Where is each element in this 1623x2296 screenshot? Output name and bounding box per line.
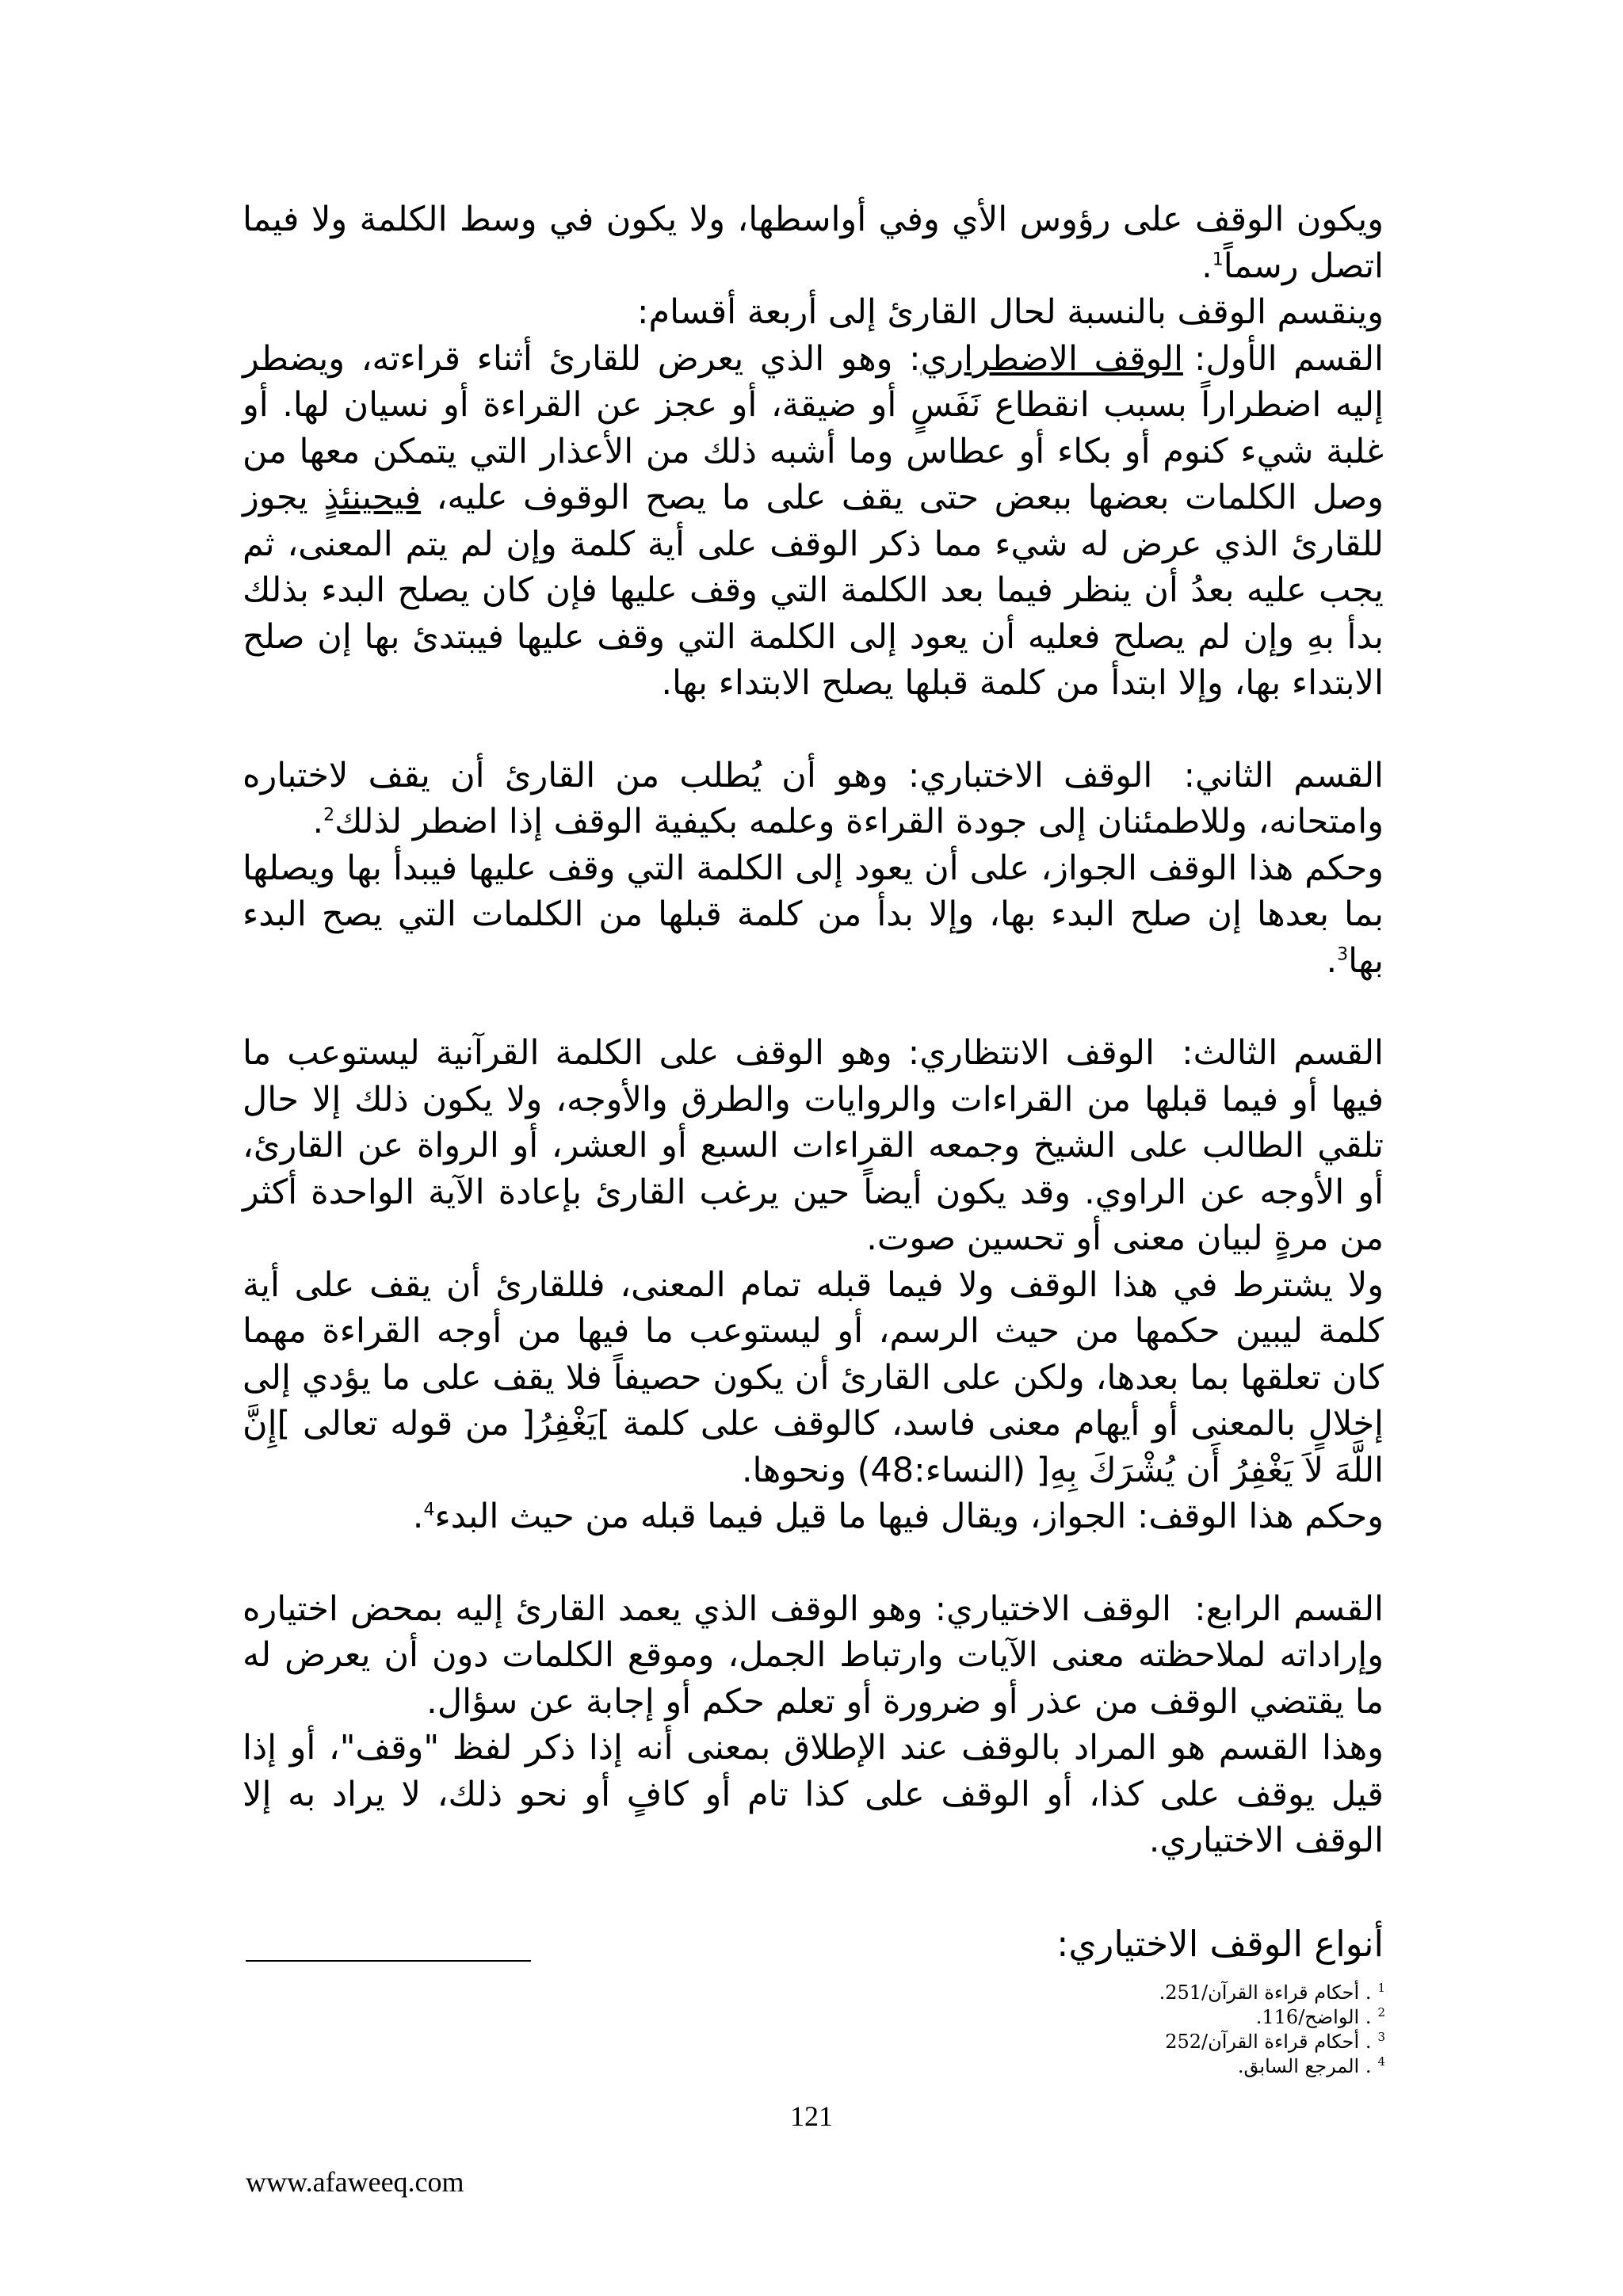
intro-text: ويكون الوقف على رؤوس الأي وفي أواسطها، ولا يكون في وسط الكلمة ولا فيما اتصل رسماً (242, 200, 1384, 286)
section-4 (242, 1586, 1384, 1726)
section-3-ruling (242, 1493, 1384, 1540)
footnote-separator (246, 1960, 531, 1962)
subheading-types: أنواع الوقف الاختياري: (1056, 1922, 1384, 1965)
section-2-text: الوقف الاختباري: وهو أن يُطلب من القارئ أن يقف لاختباره وامتحانه، وللاطمئنان إلى جودة القراءة وعلمه بكيفية الوقف إذا اضطر لذلك (242, 755, 1384, 841)
main-text (242, 196, 1384, 1967)
section-1 (242, 336, 1384, 707)
website-url[interactable]: www.afaweeq.com (246, 2166, 464, 2198)
footnote-ref-4[interactable]: 4 (423, 1500, 435, 1520)
section-1-text-2: يجوز للقارئ الذي عرض له شيء مما ذكر الوقف على أية كلمة وإن لم يتم المعنى، ثم يجب عليه بعدُ أن ينظر فيما بعد الكلمة التي وقف عليها فإن كان يصلح البدء بذلك بدأ بهِ وإن لم يصلح فعليه أن يعود إلى الكلمة التي وقف عليها فيبتدئ بها إن صلح الابتداء بها، وإلا ابتدأ من كلمة قبلها يصلح الابتداء بها. (242, 478, 1384, 703)
footnote-number: 4 (1377, 2054, 1385, 2069)
footnote-text: . أحكام قراءة القرآن/251. (1159, 1981, 1372, 2004)
section-2-end: . (312, 802, 324, 841)
intro-paragraph (242, 196, 1384, 289)
footnote-ref-2[interactable]: 2 (323, 805, 335, 826)
footnote-number: 1 (1377, 1981, 1385, 1995)
footnote-2 (872, 2005, 1385, 2030)
spacer (242, 1864, 1384, 1921)
section-2-ruling (242, 845, 1384, 985)
section-3-ruling-end: . (412, 1497, 424, 1536)
section-4-text: الوقف الاختياري: وهو الوقف الذي يعمد القارئ إليه بمحض اختياره وإراداته لملاحظته معنى الآيات وارتباط الجمل، وموقع الكلمات دون أن يعرض له ما يقتضي الوقف من عذر أو ضرورة أو تعلم حكم أو إجابة عن سؤال. (242, 1589, 1384, 1722)
intro-end: . (1201, 246, 1212, 286)
footnote-4 (872, 2054, 1385, 2079)
footnote-text: . الواضح/116. (1255, 2006, 1372, 2028)
section-3-title: القسم الثالث: (1182, 1033, 1384, 1073)
footnote-3 (872, 2030, 1385, 2054)
spacer (242, 1540, 1384, 1586)
footnote-number: 2 (1377, 2005, 1385, 2019)
spacer (242, 984, 1384, 1030)
section-3 (242, 1030, 1384, 1262)
section-1-heading: الوقف الاضطراري (920, 338, 1183, 379)
section-4-title: القسم الرابع: (1194, 1589, 1384, 1629)
section-3-ruling-text: وحكم هذا الوقف: الجواز، ويقال فيها ما قيل فيما قبله من حيث البدء (434, 1497, 1384, 1536)
section-1-text: : وهو الذي يعرض للقارئ أثناء قراءته، ويضطر إليه اضطراراً بسبب انقطاع نَفَسٍ أو ضيقة، أو عجز عن القراءة أو نسيان لها. أو غلبة شيء كنوم أو بكاء أو عطاس وما أشبه ذلك من الأعذار التي يتمكن معها من وصل الكلمات بعضها ببعض حتى يقف على ما يصح الوقوف عليه، (242, 338, 1384, 517)
footnote-1 (872, 1981, 1385, 2005)
intro-division: وينقسم الوقف بالنسبة لحال القارئ إلى أربعة أقسام: (637, 292, 1384, 332)
section-2-title: القسم الثاني: (1183, 755, 1384, 795)
section-2 (242, 753, 1384, 845)
footnote-text: . أحكام قراءة القرآن/252 (1165, 2031, 1372, 2053)
page-number: 121 (790, 2100, 833, 2132)
section-3-condition: ولا يشترط في هذا الوقف ولا فيما قبله تمام المعنى، فللقارئ أن يقف على أية كلمة ليبين حكمها من حيث الرسم، أو ليستوعب ما فيها من أوجه القراءة مهما كان تعلقها بما بعدها، ولكن على القارئ أن يكون حصيفاً فلا يقف على ما يؤدي إلى إخلالٍ بالمعنى أو أيهام معنى فاسد، كالوقف على كلمة ]يَغْفِرُ[ من قوله تعالى ]إِنَّ اللَّهَ لاَ يَغْفِرُ أَن يُشْرَكَ بِهِ[ (النساء:48) ونحوها. (242, 1264, 1384, 1490)
footnote-number: 3 (1377, 2030, 1385, 2044)
section-2-ruling-end: . (1326, 940, 1338, 981)
footnotes (872, 1981, 1385, 2079)
section-4-meaning: وهذا القسم هو المراد بالوقف عند الإطلاق بمعنى أنه إذا ذكر لفظ "وقف"، أو إذا قيل يوقف على كذا، أو الوقف على كذا تام أو كافٍ أو نحو ذلك، لا يراد به إلا الوقف الاختياري. (242, 1728, 1384, 1860)
footnote-text: . المرجع السابق. (1237, 2055, 1372, 2077)
footnote-ref-3[interactable]: 3 (1337, 944, 1349, 965)
section-3-text: الوقف الانتظاري: وهو الوقف على الكلمة القرآنية ليستوعب ما فيها أو فيما قبلها من القراءات والروايات والطرق والأوجه، ولا يكون ذلك إلا حال تلقي الطالب على الشيخ وجمعه القراءات السبع أو العشر، أو الرواة عن القارئ، أو الأوجه عن الراوي. وقد يكون أيضاً حين يرغب القارئ بإعادة الآية الواحدة أكثر من مرةٍ لبيان معنى أو تحسين صوت. (242, 1033, 1384, 1258)
footnote-ref-1[interactable]: 1 (1212, 250, 1224, 270)
section-1-title: القسم الأول: (1193, 338, 1384, 379)
section-1-underlined-word: فيحينئذٍ (323, 478, 422, 517)
section-2-ruling-text: وحكم هذا الوقف الجواز، على أن يعود إلى الكلمة التي وقف عليها فيبدأ بها ويصلها بما بعدها إن صلح البدء بها، وإلا بدأ من كلمة قبلها من الكلمات التي يصح البدء بها (242, 848, 1384, 981)
spacer (242, 707, 1384, 753)
